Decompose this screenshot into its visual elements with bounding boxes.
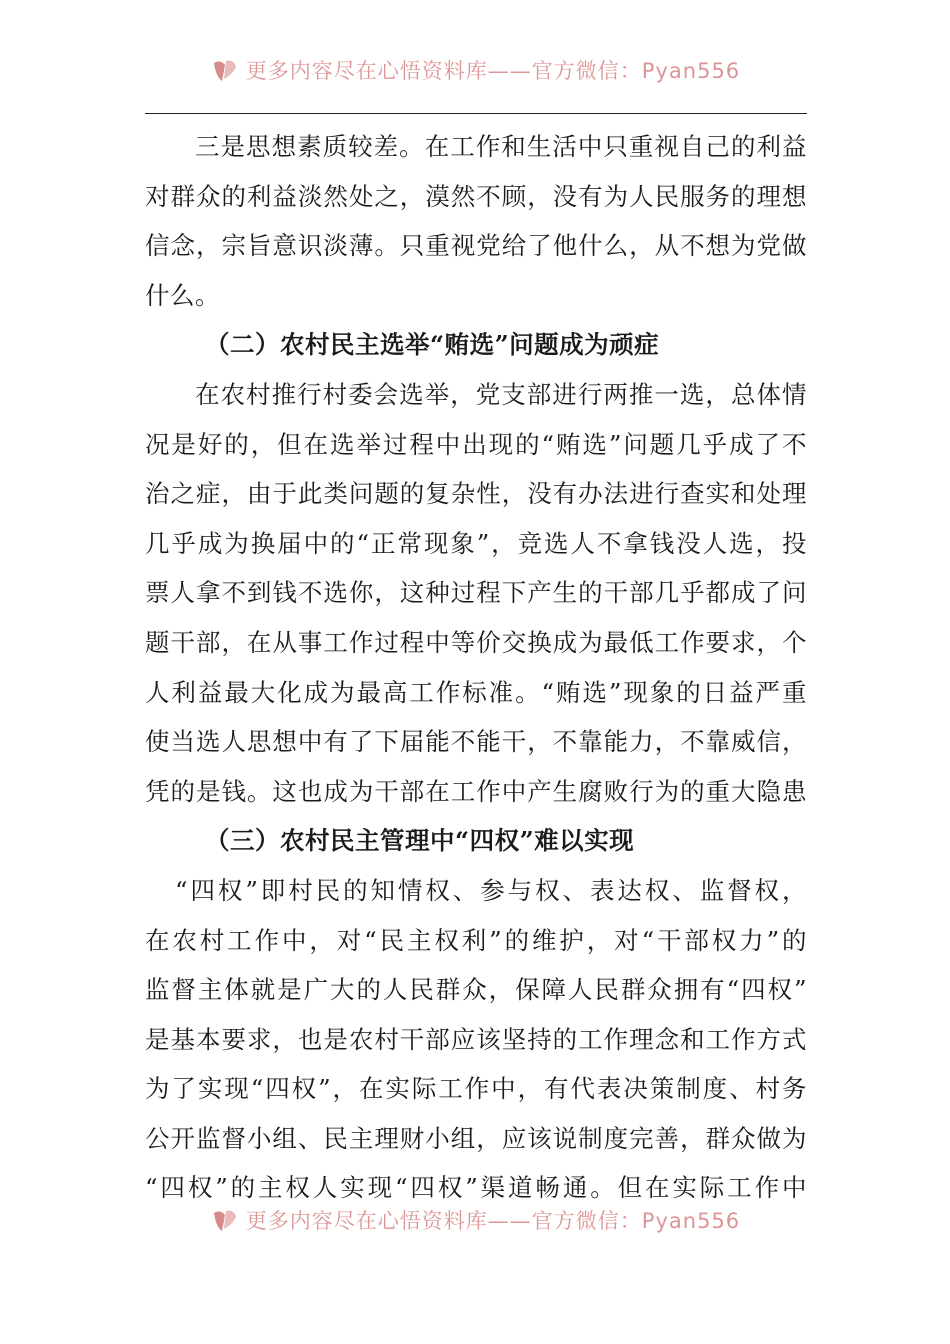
paragraph-line: 使当选人思想中有了下届能不能干，不靠能力，不靠威信，: [145, 727, 807, 757]
watermark-footer: [0, 1200, 950, 1240]
watermark-header: [0, 50, 950, 90]
paragraph-line: 题干部，在从事工作过程中等价交换成为最低工作要求，个: [145, 627, 807, 657]
paragraph-line: 况是好的，但在选举过程中出现的“贿选”问题几乎成了不: [145, 429, 807, 459]
watermark-text: 更多内容尽在心悟资料库——官方微信：Pyan556: [245, 59, 741, 83]
document-body: [145, 122, 807, 1213]
paragraph-line: 为了实现“四权”，在实际工作中，有代表决策制度、村务: [145, 1074, 807, 1104]
paragraph-line: 三是思想素质较差。在工作和生活中只重视自己的利益: [195, 132, 807, 161]
paragraph-line: “四权”即村民的知情权、参与权、表达权、监督权，: [175, 875, 807, 905]
paragraph-line: 几乎成为换届中的“正常现象”，竞选人不拿钱没人选，投: [145, 528, 807, 558]
paragraph-line: 在农村工作中，对“民主权利”的维护，对“干部权力”的: [145, 925, 807, 955]
watermark-text: 更多内容尽在心悟资料库——官方微信：Pyan556: [245, 1209, 741, 1233]
header-divider: [145, 113, 807, 114]
paragraph-line: 公开监督小组、民主理财小组，应该说制度完善，群众做为: [145, 1123, 807, 1153]
paragraph-line: 凭的是钱。这也成为干部在工作中产生腐败行为的重大隐患: [145, 776, 807, 806]
paragraph-line: 对群众的利益淡然处之，漠然不顾，没有为人民服务的理想: [145, 181, 807, 211]
paragraph-line: “四权”的主权人实现“四权”渠道畅通。但在实际工作中: [145, 1173, 807, 1203]
paragraph-line: 信念，宗旨意识淡薄。只重视党给了他什么，从不想为党做: [145, 231, 807, 261]
section-heading-2: （二）农村民主选举“贿选”问题成为顽症: [205, 330, 660, 360]
paragraph-line: 在农村推行村委会选举，党支部进行两推一选，总体情: [195, 379, 807, 409]
paragraph-line: 是基本要求，也是农村干部应该坚持的工作理念和工作方式: [145, 1024, 807, 1054]
watermark-logo-icon: [210, 55, 240, 85]
watermark-logo-icon: [210, 1205, 240, 1235]
section-heading-3: （三）农村民主管理中“四权”难以实现: [205, 826, 635, 856]
paragraph-line: 什么。: [145, 280, 220, 310]
paragraph-line: 治之症，由于此类问题的复杂性，没有办法进行查实和处理: [145, 479, 807, 509]
paragraph-line: 票人拿不到钱不选你，这种过程下产生的干部几乎都成了问: [145, 578, 807, 608]
paragraph-line: 监督主体就是广大的人民群众，保障人民群众拥有“四权”: [145, 975, 807, 1005]
paragraph-line: 人利益最大化成为最高工作标准。“贿选”现象的日益严重: [145, 677, 807, 707]
